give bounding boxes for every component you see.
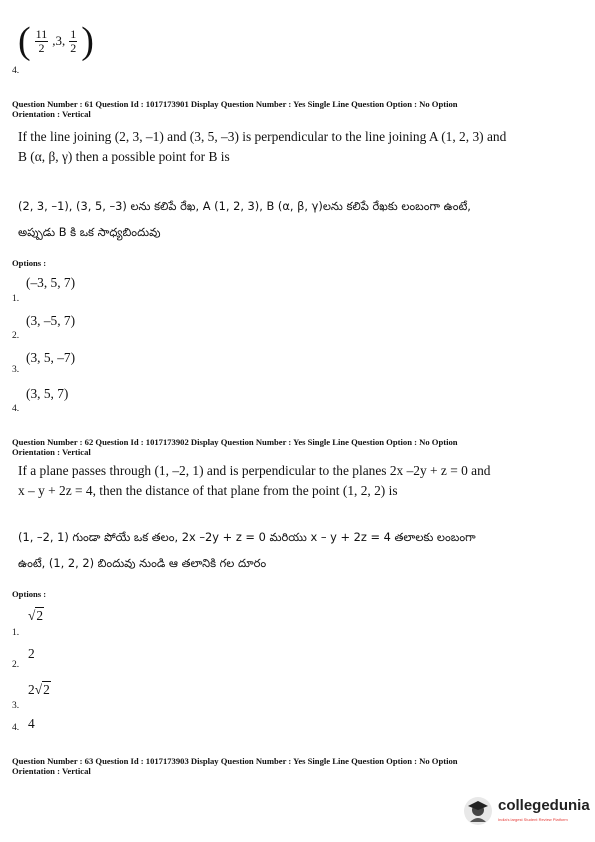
q61-option-4-number: 4. [12,404,20,414]
square-root-symbol: √2 [28,608,44,623]
q61-meta-line: Question Number : 61 Question Id : 1017173901 Display Question Number : Yes Single Line Question Option : No Option [12,99,458,109]
right-paren: ) [81,20,94,62]
q62-telugu-line2: ఉంటే, (1, 2, 2) బిందువు నుండి ఆ తలానికి గల దూరం [18,556,267,570]
logo-wordmark: collegedunia [498,797,590,814]
q61-option-2-text: (3, –5, 7) [26,313,76,328]
q62-english-line2: x – y + 2z = 4, then the distance of that plane from the point (1, 2, 2) is [18,483,398,498]
q61-telugu-line2: అప్పుడు B కి ఒక సాధ్యబిందువు [18,225,161,239]
q63-orientation: Orientation : Vertical [12,766,91,776]
q61-orientation: Orientation : Vertical [12,109,91,119]
square-root-symbol: √2 [34,682,50,697]
q62-meta-line: Question Number : 62 Question Id : 1017173902 Display Question Number : Yes Single Line Question Option : No Option [12,437,458,447]
q62-option-1-value [28,608,44,624]
q61-option-3-text: (3, 5, –7) [26,350,76,365]
q62-telugu-line1: (1, –2, 1) గుండా పోయే ఒక తలం, 2x –2y + z = 0 మరియు x – y + 2z = 4 తలాలకు లంబంగా [18,530,476,544]
q63-meta-line: Question Number : 63 Question Id : 1017173903 Display Question Number : Yes Single Line Question Option : No Option [12,756,458,766]
graduate-icon [462,794,494,826]
q62-option-2-text: 2 [28,646,35,661]
q61-english-line2: B (α, β, γ) then a possible point for B is [18,149,230,164]
fraction-11-2: $\frac{11}{2}$ [35,26,48,55]
q61-option-1-number: 1. [12,294,20,304]
q61-english-line1: If the line joining (2, 3, –1) and (3, 5, –3) is perpendicular to the line joining A (1, 2, 3) and [18,129,507,144]
top-option-expression [18,22,94,60]
left-paren: ( [18,20,31,62]
fraction-1-2: $\frac{1}{2}$ [70,26,77,55]
q62-option-4-text: 4 [28,716,35,731]
q62-option-1-number: 1. [12,628,20,638]
collegedunia-logo [462,792,590,832]
q62-option-2-number: 2. [12,660,20,670]
q61-telugu-line1: (2, 3, –1), (3, 5, –3) లను కలిపే రేఖ, A (1, 2, 3), B (α, β, γ)లను కలిపే రేఖకు లంబంగా ఉంటే, [18,199,471,213]
q61-option-3-number: 3. [12,365,20,375]
q61-option-4-text: (3, 5, 7) [26,386,69,401]
expression-middle: ,3, [52,33,66,48]
q61-option-1-text: (–3, 5, 7) [26,275,76,290]
q61-options-label: Options : [12,258,47,268]
q62-option-4-number: 4. [12,723,20,733]
top-option-number: 4. [12,66,20,76]
q62-option-3-value: 2√2 [28,682,50,697]
q62-option-3-number: 3. [12,701,20,711]
q62-orientation: Orientation : Vertical [12,447,91,457]
q61-option-2-number: 2. [12,331,20,341]
q62-english-line1: If a plane passes through (1, –2, 1) and is perpendicular to the planes 2x –2y + z = 0 and [18,463,491,478]
logo-tagline: India's largest Student Review Platform [498,817,568,822]
q62-options-label: Options : [12,589,47,599]
